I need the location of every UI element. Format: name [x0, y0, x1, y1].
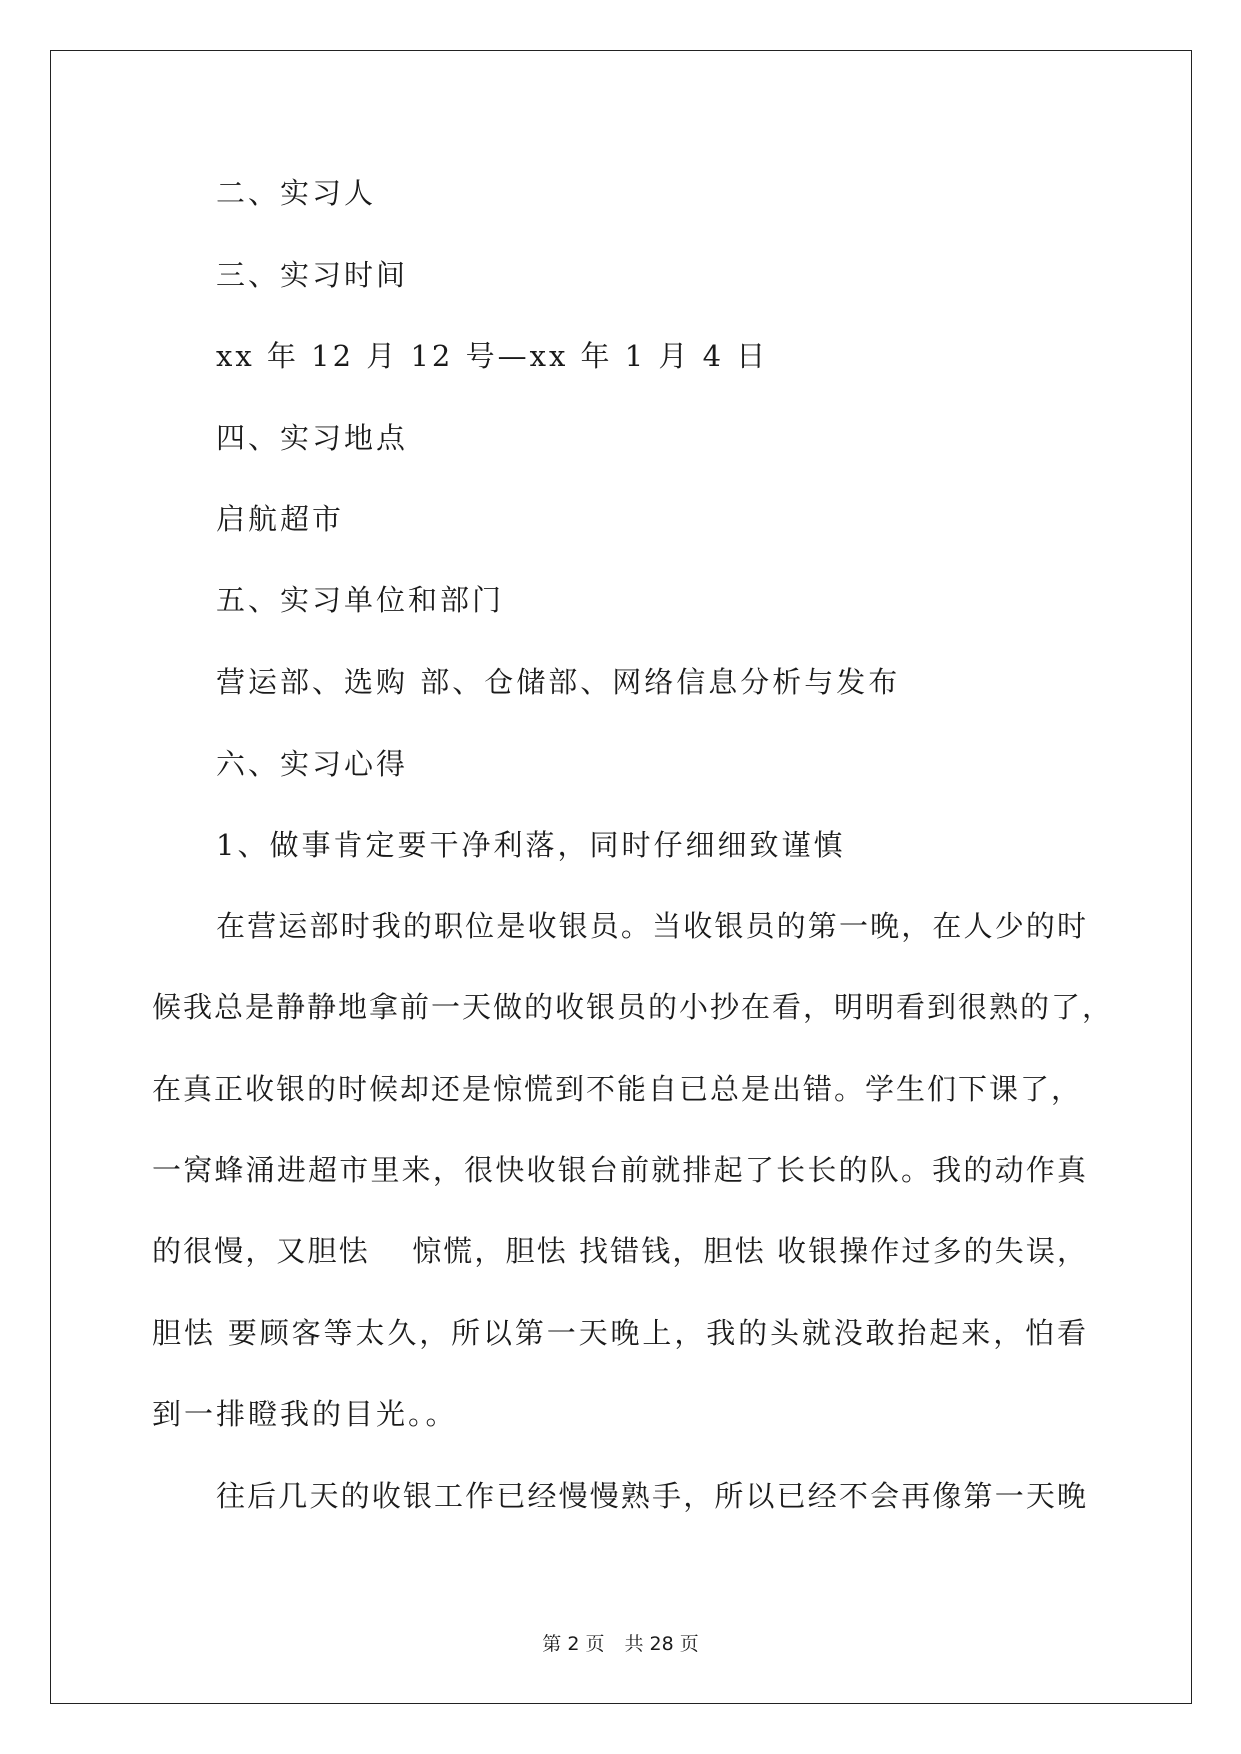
- heading-intern: 二、实习人: [216, 176, 377, 210]
- paragraph-line: 到一排瞪我的目光。。: [152, 1397, 458, 1431]
- heading-intern-time: 三、实习时间: [216, 258, 409, 292]
- page-total: 共 28 页: [624, 1633, 699, 1655]
- page-number: 第 2 页: [542, 1633, 605, 1655]
- heading-intern-location: 四、实习地点: [216, 421, 409, 455]
- page-border: [50, 50, 1192, 1704]
- paragraph-line: 候我总是静静地拿前一天做的收银员的小抄在看，明明看到很熟的了，: [152, 990, 1114, 1024]
- intern-unit-value: 营运部、选购 部、仓储部、网络信息分析与发布: [216, 665, 901, 699]
- paragraph-line: 胆怯 要顾客等太久，所以第一天晚上，我的头就没敢抬起来，怕看: [152, 1316, 1088, 1350]
- heading-intern-reflection: 六、实习心得: [216, 747, 409, 781]
- heading-intern-unit: 五、实习单位和部门: [216, 583, 505, 617]
- intern-location-value: 启航超市: [216, 502, 345, 536]
- paragraph-line: 在真正收银的时候却还是惊慌到不能自已总是出错。学生们下课了，: [152, 1072, 1083, 1106]
- page-footer: [0, 1632, 1241, 1656]
- paragraph-line: 往后几天的收银工作已经慢慢熟手，所以已经不会再像第一天晚: [216, 1479, 1088, 1513]
- intern-time-value: xx 年 12 月 12 号—xx 年 1 月 4 日: [216, 339, 769, 373]
- reflection-point-1: 1、做事肯定要干净利落，同时仔细细致谨慎: [216, 828, 846, 862]
- paragraph-line: 一窝蜂涌进超市里来，很快收银台前就排起了长长的队。我的动作真: [152, 1153, 1088, 1187]
- paragraph-line: 在营运部时我的职位是收银员。当收银员的第一晚，在人少的时: [216, 909, 1088, 943]
- paragraph-line: 的很慢，又胆怯 惊慌，胆怯 找错钱，胆怯 收银操作过多的失误，: [152, 1234, 1088, 1268]
